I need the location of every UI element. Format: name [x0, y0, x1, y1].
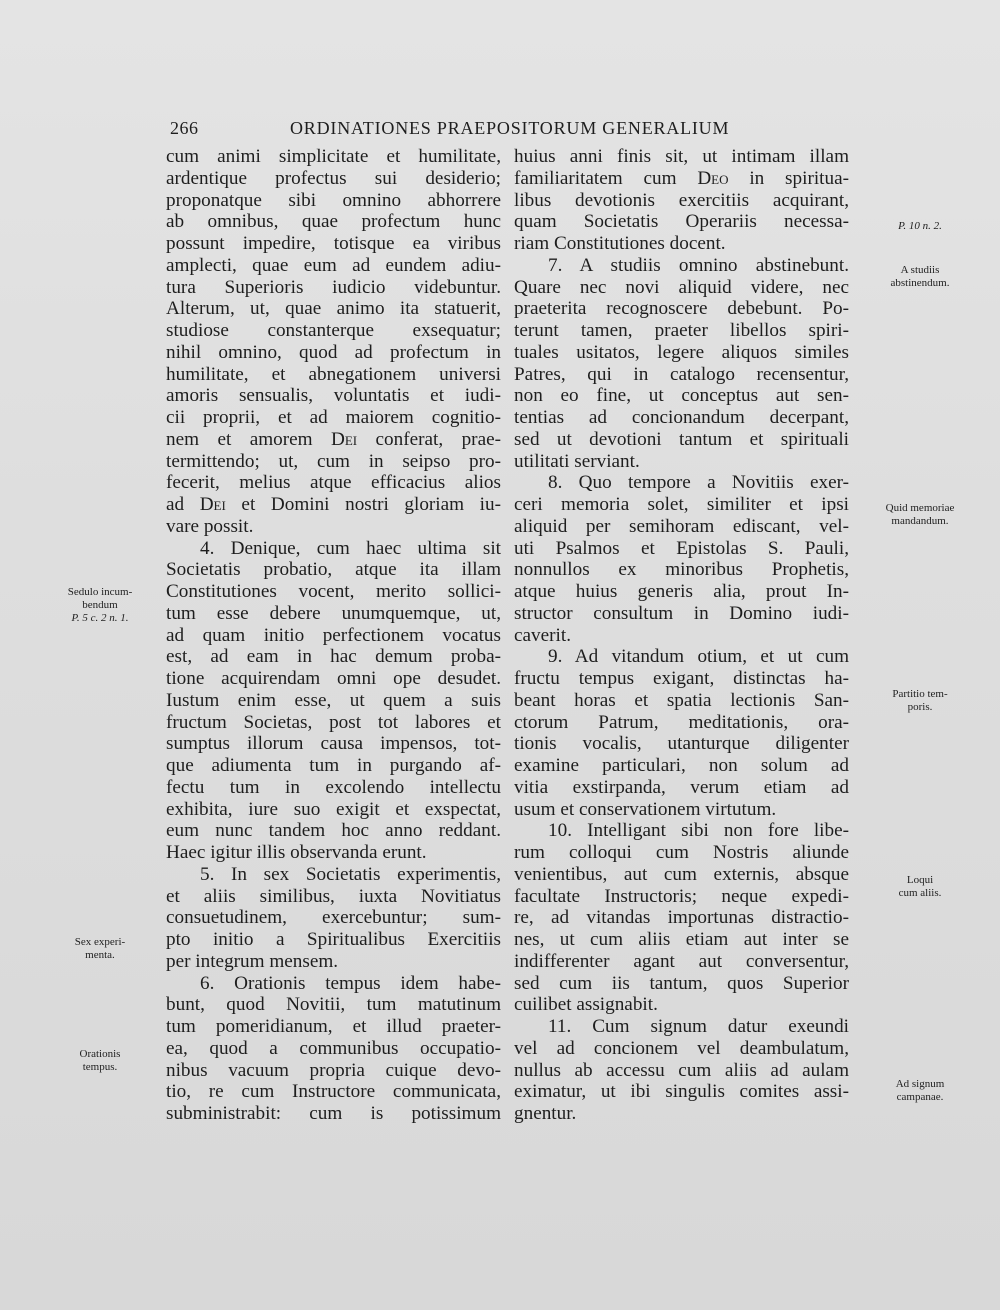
page-number: 266	[170, 118, 199, 138]
text-line: cii proprii, et ad maiorem cognitio-	[166, 407, 501, 428]
text-line: caverit.	[514, 624, 571, 646]
text-line: tuales usitatos, legere aliquos similes	[514, 341, 849, 363]
margin-note-line: Orationis	[79, 1048, 121, 1060]
text-line: re, ad vitandas importunas distractio-	[514, 907, 849, 929]
text-line: facultate Instructoris; neque expedi-	[514, 885, 849, 907]
text-line: ctorum Patrum, meditationis, ora-	[514, 711, 849, 733]
margin-note-line: Quid memoriae	[885, 502, 955, 514]
margin-note-loqui	[860, 874, 980, 900]
text-line: utilitati serviant.	[514, 450, 640, 472]
text-line: eum nunc tandem hoc anno reddant.	[166, 820, 501, 842]
text-line: tum esse debere unumquemque, ut,	[166, 602, 501, 624]
text-line: Haec igitur illis observanda erunt.	[166, 842, 427, 863]
text-line: possunt impedire, totisque ea viribus	[166, 233, 501, 254]
margin-note-a-studiis	[860, 264, 980, 290]
margin-note-ad-signum	[860, 1078, 980, 1104]
text-line: amoris sensualis, voluntatis et iudi-	[166, 385, 501, 407]
text-line: humilitate, et abnegationem universi	[166, 363, 501, 385]
text-line: nullus ab accessu cum aliis ad aulam	[514, 1059, 849, 1081]
text-line: tura Superioris iudicio videbuntur.	[166, 276, 501, 298]
text-line: 4. Denique, cum haec ultima sit	[200, 537, 501, 559]
text-line: venientibus, aut cum externis, absque	[514, 863, 849, 885]
text-line: nibus vacuum propria cuique devo-	[166, 1059, 501, 1081]
margin-note-line: mandandum.	[891, 515, 949, 527]
margin-note-line: A studiis	[900, 264, 940, 276]
text-line: sed ut devotioni tantum et spirituali	[514, 428, 849, 450]
text-line: consuetudinem, exercebuntur; sum-	[166, 907, 501, 929]
margin-note-line: tempus.	[82, 1061, 118, 1073]
text-line: quam Societatis Operariis necessa-	[514, 211, 849, 233]
text-line: structor consultum in Domino iudi-	[514, 602, 849, 624]
text-line: tione acquirendam omni ope desudet.	[166, 668, 501, 689]
text-line: 8. Quo tempore a Novitiis exer-	[548, 472, 849, 494]
text-line: examine particulari, non solum ad	[514, 755, 849, 776]
text-line: fectu tum in excolendo intellectu	[166, 776, 501, 798]
text-line: bunt, quod Novitii, tum matutinum	[166, 994, 501, 1016]
margin-note-line: campanae.	[896, 1091, 944, 1103]
text-line: vitia exstirpanda, verum etiam ad	[514, 776, 849, 798]
text-line: nonnullos ex minoribus Prophetis,	[514, 559, 849, 581]
text-line: vel ad concionem vel deambulatum,	[514, 1037, 849, 1059]
right-text-column	[514, 146, 849, 1125]
text-line: Patres, qui in catalogo recensentur,	[514, 363, 849, 385]
text-line: aliquid per semihoram ediscant, vel-	[514, 515, 849, 537]
running-head: ORDINATIONES PRAEPOSITORUM GENERALIUM	[290, 118, 730, 138]
text-line: tentias ad concionandum decerpant,	[514, 407, 849, 428]
text-line: ad quam initio perfectionem vocatus	[166, 624, 501, 646]
margin-note-sex-experimenta	[40, 936, 160, 962]
text-line: non eo fine, ut conceptus aut sen-	[514, 385, 849, 407]
page-header	[170, 118, 850, 144]
text-line: est, ad eam in hac demum proba-	[166, 646, 501, 668]
text-line: ad Dei et Domini nostri gloriam iu-	[166, 494, 501, 515]
text-line: fructu tempus exigant, distinctas ha-	[514, 668, 849, 689]
text-line: tum pomeridianum, et illud praeter-	[166, 1016, 501, 1037]
text-line: 9. Ad vitandum otium, et ut cum	[548, 646, 849, 668]
margin-note-reference-p10	[860, 220, 980, 233]
margin-note-line: Sex experi-	[74, 936, 126, 948]
text-line: ea, quod a communibus occupatio-	[166, 1037, 501, 1059]
text-line: vare possit.	[166, 515, 254, 537]
text-line: Societatis probatio, atque ita illam	[166, 559, 501, 581]
text-line: familiaritatem cum Deo in spiritua-	[514, 167, 849, 189]
text-line: subministrabit: cum is potissimum	[166, 1103, 501, 1124]
margin-note-line: abstinendum.	[890, 277, 950, 289]
text-line: sed cum iis tantum, quos Superior	[514, 972, 849, 994]
text-line: 5. In sex Societatis experimentis,	[200, 863, 501, 885]
text-line: Iustum enim esse, ut quem a suis	[166, 689, 501, 711]
margin-note-line: menta.	[85, 949, 115, 961]
text-line: sumptus illorum causa impensos, tot-	[166, 733, 501, 755]
small-caps-word: Dei	[199, 494, 226, 515]
margin-note-line: Sedulo incum-	[67, 586, 133, 598]
text-line: ab omnibus, quae profectum hunc	[166, 211, 501, 233]
text-line: 11. Cum signum datur exeundi	[548, 1016, 849, 1037]
margin-note-reference: P. 5 c. 2 n. 1.	[71, 612, 129, 624]
text-line: fructum Societas, post tot labores et	[166, 711, 501, 733]
text-line: Constitutiones vocent, merito sollici-	[166, 581, 501, 602]
text-line: tionis vocalis, utanturque diligenter	[514, 733, 849, 755]
margin-note-line: bendum	[82, 599, 118, 611]
text-line: indifferenter agant aut conversentur,	[514, 950, 849, 972]
margin-note-line: Ad signum	[895, 1078, 945, 1090]
text-line: riam Constitutiones docent.	[514, 233, 726, 254]
text-line: que adiumenta tum in purgando af-	[166, 755, 501, 776]
text-line: 7. A studiis omnino abstinebunt.	[548, 254, 849, 276]
text-line: terunt tamen, praeter libellos spiri-	[514, 320, 849, 341]
text-line: amplecti, quae eum ad eundem adiu-	[166, 254, 501, 276]
text-line: pto initio a Spiritualibus Exercitiis	[166, 929, 501, 950]
text-line: termittendo; ut, cum in seipso pro-	[166, 450, 501, 472]
text-line: 10. Intelligant sibi non fore libe-	[548, 820, 849, 842]
text-line: beant horas et spatia lectionis San-	[514, 689, 849, 711]
text-line: nes, ut cum aliis etiam aut inter se	[514, 929, 849, 950]
text-line: eximatur, ut ibi singulis comites assi-	[514, 1081, 849, 1103]
text-line: rum colloqui cum Nostris aliunde	[514, 842, 849, 863]
text-line: nihil omnino, quod ad profectum in	[166, 341, 501, 363]
text-line: et aliis similibus, iuxta Novitiatus	[166, 885, 501, 907]
text-line: uti Psalmos et Epistolas S. Pauli,	[514, 537, 849, 559]
small-caps-word: Deo	[697, 167, 729, 189]
text-line: atque huius generis alia, prout In-	[514, 581, 849, 602]
text-line: libus devotionis exercitiis acquirant,	[514, 189, 849, 211]
margin-note-partitio	[860, 688, 980, 714]
text-line: cum animi simplicitate et humilitate,	[166, 146, 501, 167]
text-line: studiose constanterque exsequatur;	[166, 320, 501, 341]
text-line: ardentique profectus sui desiderio;	[166, 167, 501, 189]
left-text-column	[166, 146, 501, 1125]
small-caps-word: Dei	[330, 428, 358, 450]
margin-note-line: cum aliis.	[898, 887, 942, 899]
text-line: nem et amorem Dei conferat, prae-	[166, 428, 501, 450]
text-line: fecerit, melius atque efficacius alios	[166, 472, 501, 494]
text-line: cuilibet assignabit.	[514, 994, 658, 1016]
margin-note-line: Partitio tem-	[892, 688, 948, 700]
text-line: praeterita recognoscere debebunt. Po-	[514, 298, 849, 320]
text-line: tio, re cum Instructore communicata,	[166, 1081, 501, 1103]
margin-note-line: Loqui	[906, 874, 934, 886]
margin-note-orationis	[40, 1048, 160, 1074]
margin-note-quid-memoriae	[860, 502, 980, 528]
text-line: ceri memoria solet, similiter et ipsi	[514, 494, 849, 515]
text-line: Alterum, ut, quae animo ita statuerit,	[166, 298, 501, 320]
text-line: proponatque sibi omnino abhorrere	[166, 189, 501, 211]
text-line: huius anni finis sit, ut intimam illam	[514, 146, 849, 167]
margin-note-reference: P. 10 n. 2.	[898, 220, 942, 232]
text-line: 6. Orationis tempus idem habe-	[200, 972, 501, 994]
text-line: per integrum mensem.	[166, 950, 339, 972]
margin-note-sedulo	[40, 586, 160, 625]
margin-note-line: poris.	[907, 701, 933, 713]
text-line: usum et conservationem virtutum.	[514, 798, 777, 820]
text-line: exhibita, iure suo exigit et exspectat,	[166, 798, 501, 820]
text-line: Quare nec novi aliquid videre, nec	[514, 276, 849, 298]
text-line: gnentur.	[514, 1103, 577, 1124]
